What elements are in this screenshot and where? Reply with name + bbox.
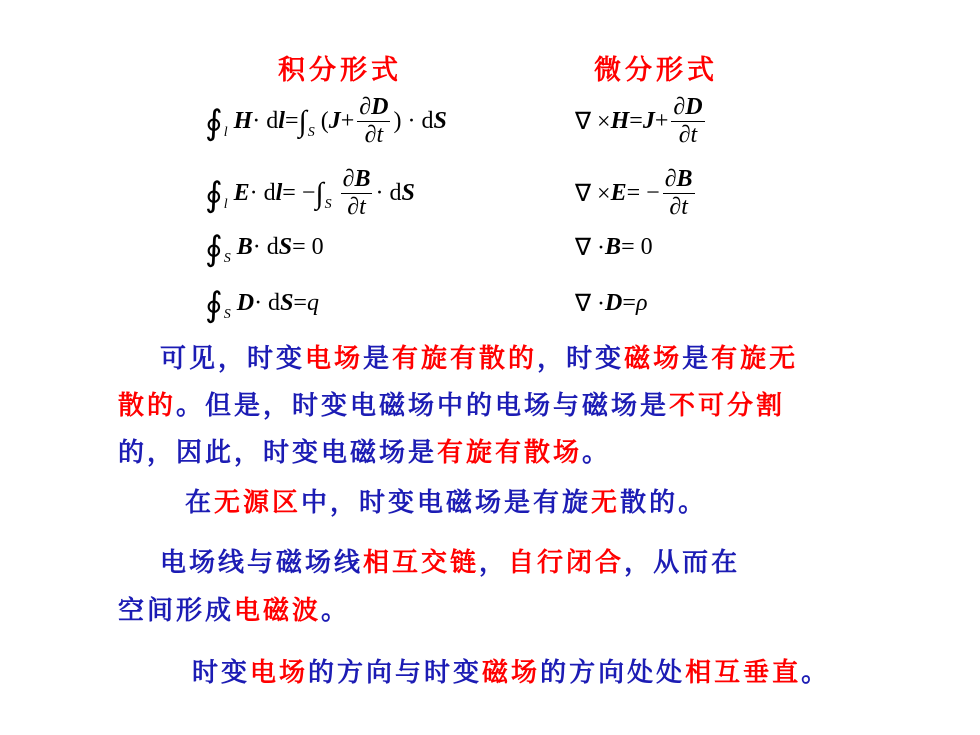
diff-eq-gauss-magnetic: ∇ · B = 0 [575,233,653,261]
diff-eq-faraday: ∇ × E = − $\frac{\partial B}{\partial t}$ [575,165,693,220]
integral-form-header: 积分形式 [278,55,402,86]
diff-eq-gauss-electric: ∇ · D = ρ [575,289,648,317]
integral-eq-ampere: ∮ l H · d l = ∫ S ( J + $\frac{\partial D}{\partial t}$ ) · d S [205,93,447,148]
integral-eq-faraday: ∮ l E · d l = − ∫ S $\frac{\partial B}{\partial t}$ · d S [205,165,415,220]
integral-eq-gauss-magnetic: ∮ S B · d S = 0 [205,231,324,268]
paragraph-3-line-2: 空间形成电磁波。 [118,596,351,626]
differential-form-header: 微分形式 [594,55,718,86]
paragraph-1-line-3: 的，因此，时变电磁场是有旋有散场。 [118,438,612,468]
paragraph-2: 在无源区中，时变电磁场是有旋无散的。 [185,488,708,518]
paragraph-1-line-1: 可见，时变电场是有旋有散的，时变磁场是有旋无 [160,344,799,374]
diff-eq-ampere: ∇ × H = J + $\frac{\partial D}{\partial t}$ [575,93,703,148]
paragraph-4: 时变电场的方向与时变磁场的方向处处相互垂直。 [192,658,831,688]
integral-eq-gauss-electric: ∮ S D · d S = q [205,287,319,324]
paragraph-1-line-2: 散的。但是，时变电磁场中的电场与磁场是不可分割 [118,391,786,421]
paragraph-3-line-1: 电场线与磁场线相互交链，自行闭合，从而在 [160,548,741,578]
